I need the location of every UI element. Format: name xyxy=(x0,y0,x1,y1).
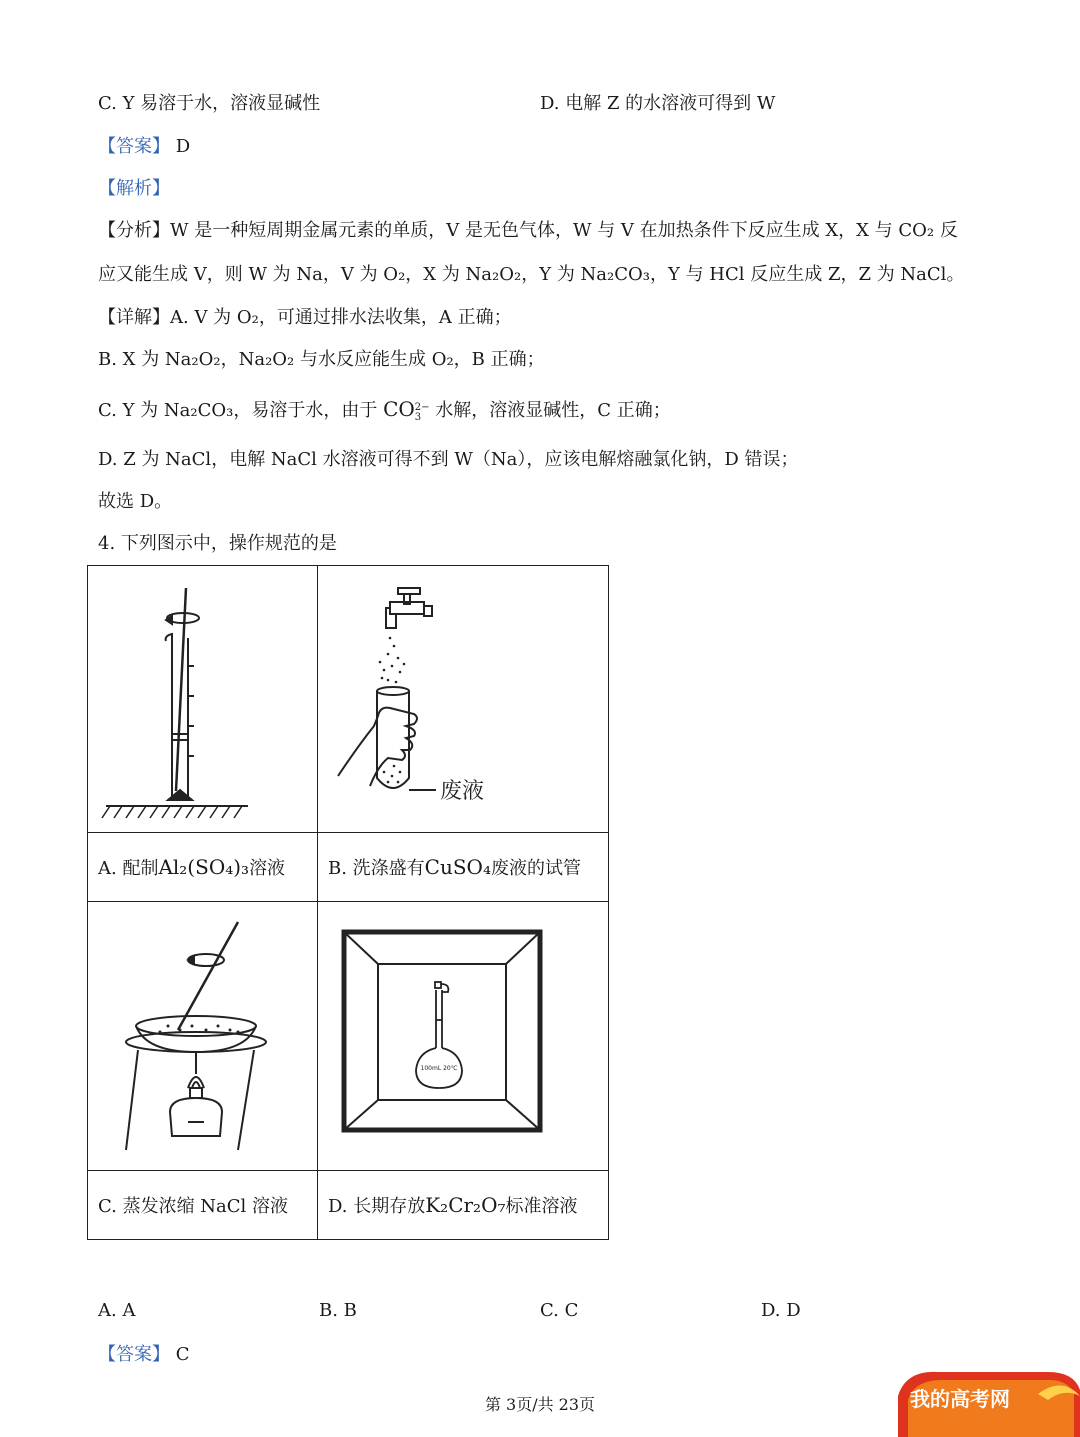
answer-tag-2: 【答案】 xyxy=(98,1344,170,1365)
xiangjie-tag: 【详解】 xyxy=(98,307,170,328)
xiangjie-line-c xyxy=(98,396,671,424)
option-c-text: C. Y 易溶于水，溶液显碱性 xyxy=(98,93,321,114)
xiangjie-a: A. V 为 O₂，可通过排水法收集，A 正确； xyxy=(170,307,512,328)
option-d-text: D. 电解 Z 的水溶液可得到 W xyxy=(540,93,776,114)
xiangjie-line-b: B. X 为 Na₂O₂，Na₂O₂ 与水反应能生成 O₂，B 正确； xyxy=(98,349,545,370)
test-tube-washing-figure xyxy=(318,566,608,832)
question-4: 4. 下列图示中，操作规范的是 xyxy=(98,533,337,554)
page-footer: 第 3页/共 23页 xyxy=(484,1395,596,1414)
xiangjie-line-d: D. Z 为 NaCl，电解 NaCl 水溶液可得不到 W（Na），应该电解熔融氯化钠，D 错误； xyxy=(98,449,799,470)
xiangjie-c-pre: C. Y 为 Na₂CO₃，易溶于水，由于 xyxy=(98,400,378,421)
fenxi-text-1: W 是一种短周期金属元素的单质，V 是无色气体，W 与 V 在加热条件下反应生成 X，X 与 CO₂ 反 xyxy=(170,220,958,241)
choice-d: D. D xyxy=(761,1300,801,1321)
xiangjie-line-a xyxy=(98,305,512,331)
answer-line-2 xyxy=(98,1342,190,1368)
figure-b-cell xyxy=(318,566,609,833)
operations-table xyxy=(87,565,609,1240)
fenxi-tag: 【分析】 xyxy=(98,220,170,241)
fenxi-line-2: 应又能生成 V，则 W 为 Na，V 为 O₂，X 为 Na₂O₂，Y 为 Na₂CO₃，Y 与 HCl 反应生成 Z，Z 为 NaCl。 xyxy=(98,264,965,285)
caption-b: B. 洗涤盛有CuSO₄废液的试管 xyxy=(318,833,609,902)
logo-text: 我的高考网 xyxy=(910,1387,1010,1411)
choice-b: B. B xyxy=(319,1300,357,1321)
figure-a-cell xyxy=(88,566,318,833)
waste-label: 废液 xyxy=(440,779,485,804)
carbonate-ion: CO 2− 3 xyxy=(383,397,430,423)
conclusion-line: 故选 D。 xyxy=(98,491,173,512)
xiangjie-c-post: 水解，溶液显碱性，C 正确； xyxy=(435,400,671,421)
figure-d-cell xyxy=(318,902,609,1171)
flask-label: 100mL 20℃ xyxy=(420,1065,458,1072)
answer-value-2: C xyxy=(175,1344,190,1365)
volumetric-flask-storage-figure xyxy=(318,902,608,1170)
caption-d: D. 长期存放K₂Cr₂O₇标准溶液 xyxy=(318,1171,609,1240)
caption-c: C. 蒸发浓缩 NaCl 溶液 xyxy=(88,1171,318,1240)
choice-a: A. A xyxy=(98,1300,136,1321)
answer-line-1 xyxy=(98,134,190,160)
answer-tag: 【答案】 xyxy=(98,136,170,157)
choice-c: C. C xyxy=(540,1300,579,1321)
evaporation-figure xyxy=(88,902,317,1170)
figure-c-cell xyxy=(88,902,318,1171)
analysis-tag: 【解析】 xyxy=(98,178,170,199)
fenxi-line-1 xyxy=(98,218,958,244)
caption-a: A. 配制Al₂(SO₄)₃溶液 xyxy=(88,833,318,902)
graduated-cylinder-figure xyxy=(88,566,317,832)
answer-value: D xyxy=(175,136,191,157)
